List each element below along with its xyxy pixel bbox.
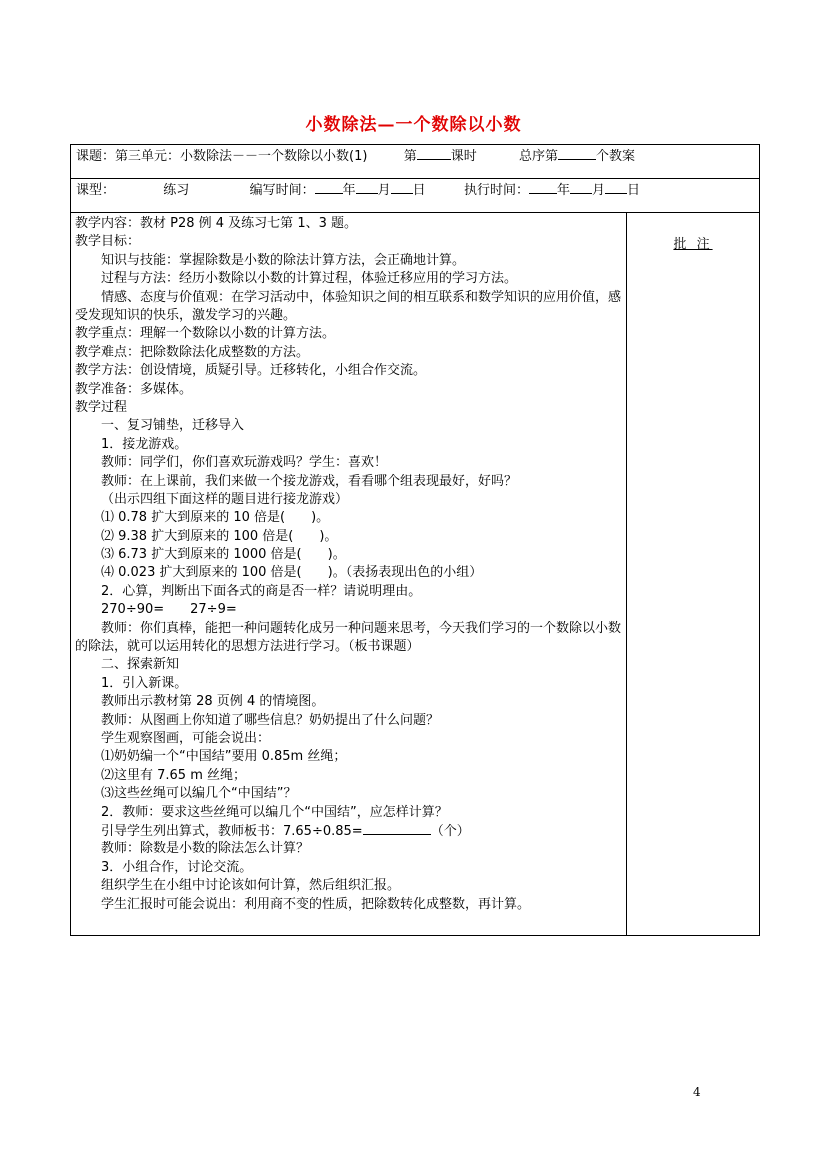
lesson-plan-table xyxy=(70,144,760,936)
written-month-blank[interactable] xyxy=(356,181,378,194)
teaching-focus: 教学重点：理解一个数除以小数的计算方法。 xyxy=(75,326,336,342)
period-suffix: 课时 xyxy=(450,149,477,164)
type-label: 课型： xyxy=(76,183,116,198)
topic-label: 课题：第三单元：小数除法－－一个数除以小数(1) xyxy=(76,149,368,164)
exercise-item: ⑶ 6.73 扩大到原来的 1000 倍是( )。 xyxy=(101,547,346,563)
written-year-label: 年 xyxy=(342,183,356,198)
teaching-preparation: 教学准备：多媒体。 xyxy=(75,381,193,397)
step-mental-math: 2．心算，判断出下面各式的商是否一样？请说明理由。 xyxy=(101,583,422,599)
answer-blank[interactable] xyxy=(363,822,431,835)
exercise-item: ⑷ 0.023 扩大到原来的 100 倍是( )。（表扬表现出色的小组） xyxy=(101,565,483,581)
written-month-label: 月 xyxy=(377,183,391,198)
answer-unit: （个） xyxy=(430,823,470,839)
student-answer: 学生汇报时可能会说出：利用商不变的性质，把除数转化成整数，再计算。 xyxy=(101,896,531,912)
board-equation: 引导学生列出算式，教师板书：7.65÷0.85= xyxy=(101,823,363,839)
student-answer: ⑵这里有 7.65 m 丝绳； xyxy=(101,767,247,783)
instruction-line: 教师出示教材第 28 页例 4 的情境图。 xyxy=(101,694,325,710)
instruction-line: 组织学生在小组中讨论该如何计算，然后组织汇报。 xyxy=(101,878,401,894)
body-row xyxy=(71,213,760,936)
board-equation-line xyxy=(75,822,622,840)
exec-month-label: 月 xyxy=(591,183,605,198)
total-prefix: 总序第 xyxy=(519,149,559,164)
dialog-line: 教师：从图画上你知道了哪些信息？奶奶提出了什么问题？ xyxy=(101,712,440,728)
notes-column xyxy=(627,213,760,936)
teaching-goals-heading: 教学目标： xyxy=(75,234,141,250)
header-row-topic xyxy=(71,145,760,179)
exec-month-blank[interactable] xyxy=(570,181,592,194)
header-row-type xyxy=(71,179,760,213)
exercise-item: ⑵ 9.38 扩大到原来的 100 倍是( )。 xyxy=(101,528,338,544)
topic-cell xyxy=(71,145,760,179)
dialog-line: 教师：同学们，你们喜欢玩游戏吗？学生：喜欢！ xyxy=(101,455,388,471)
written-label: 编写时间： xyxy=(249,183,315,198)
instruction-line: 学生观察图画，可能会说出： xyxy=(101,731,271,746)
type-value: 练习 xyxy=(163,183,190,198)
written-day-blank[interactable] xyxy=(391,181,413,194)
exercise-item: ⑴ 0.78 扩大到原来的 10 倍是( )。 xyxy=(101,510,330,526)
dialog-line: 教师：你们真棒，能把一种问题转化成另一种问题来思考，今天我们学习的一个数除以小数的除法，就可以运用转化的思想方法进行学习。（板书课题） xyxy=(75,620,622,655)
notes-header: 批 注 xyxy=(673,237,713,252)
teaching-difficulty: 教学难点：把除数除法化成整数的方法。 xyxy=(75,344,310,360)
teaching-content: 教学内容：教材 P28 例 4 及练习七第 1、3 题。 xyxy=(75,216,357,231)
exec-year-blank[interactable] xyxy=(529,181,557,194)
goal-emotion: 情感、态度与价值观：在学习活动中，体验知识之间的相互联系和数学知识的应用价值，感受发现知识的快乐，激发学习的兴趣。 xyxy=(75,289,622,323)
lesson-content xyxy=(71,213,627,936)
instruction-line: （出示四组下面这样的题目进行接龙游戏） xyxy=(101,491,349,507)
student-answer: ⑶这些丝绳可以编几个“中国结”？ xyxy=(101,786,297,802)
period-prefix: 第 xyxy=(403,149,417,164)
page-number: 4 xyxy=(693,1085,701,1099)
step-game: 1．接龙游戏。 xyxy=(101,436,188,452)
math-expressions: 270÷90= 27÷9= xyxy=(101,602,237,618)
total-suffix: 个教案 xyxy=(596,149,636,164)
type-cell xyxy=(71,179,760,213)
dialog-line: 教师：在上课前，我们来做一个接龙游戏，看看哪个组表现最好，好吗？ xyxy=(101,473,518,489)
teaching-process-heading: 教学过程 xyxy=(75,399,128,415)
goal-knowledge: 知识与技能：掌握除数是小数的除法计算方法，会正确地计算。 xyxy=(101,252,466,268)
written-year-blank[interactable] xyxy=(315,181,343,194)
student-answer: ⑴奶奶编一个“中国结”要用 0.85m 丝绳； xyxy=(101,749,347,765)
dialog-line: 教师：除数是小数的除法怎么计算？ xyxy=(101,841,310,857)
step-group-work: 3．小组合作，讨论交流。 xyxy=(101,859,253,875)
exec-day-label: 日 xyxy=(626,183,640,198)
total-blank[interactable] xyxy=(558,147,596,160)
written-day-label: 日 xyxy=(412,183,426,198)
period-blank[interactable] xyxy=(417,147,451,160)
exec-label: 执行时间： xyxy=(463,183,529,198)
dialog-line: 2．教师：要求这些丝绳可以编几个“中国结”，应怎样计算？ xyxy=(101,804,448,820)
exec-day-blank[interactable] xyxy=(605,181,627,194)
step-intro: 1．引入新课。 xyxy=(101,675,188,691)
teaching-method: 教学方法：创设情境，质疑引导。迁移转化，小组合作交流。 xyxy=(75,363,427,379)
document-title: 小数除法—一个数除以小数 xyxy=(305,115,522,135)
section-explore: 二、探索新知 xyxy=(101,657,180,673)
section-review: 一、复习铺垫，迁移导入 xyxy=(101,418,245,434)
goal-process: 过程与方法：经历小数除以小数的计算过程，体验迁移应用的学习方法。 xyxy=(101,271,518,287)
exec-year-label: 年 xyxy=(556,183,570,198)
